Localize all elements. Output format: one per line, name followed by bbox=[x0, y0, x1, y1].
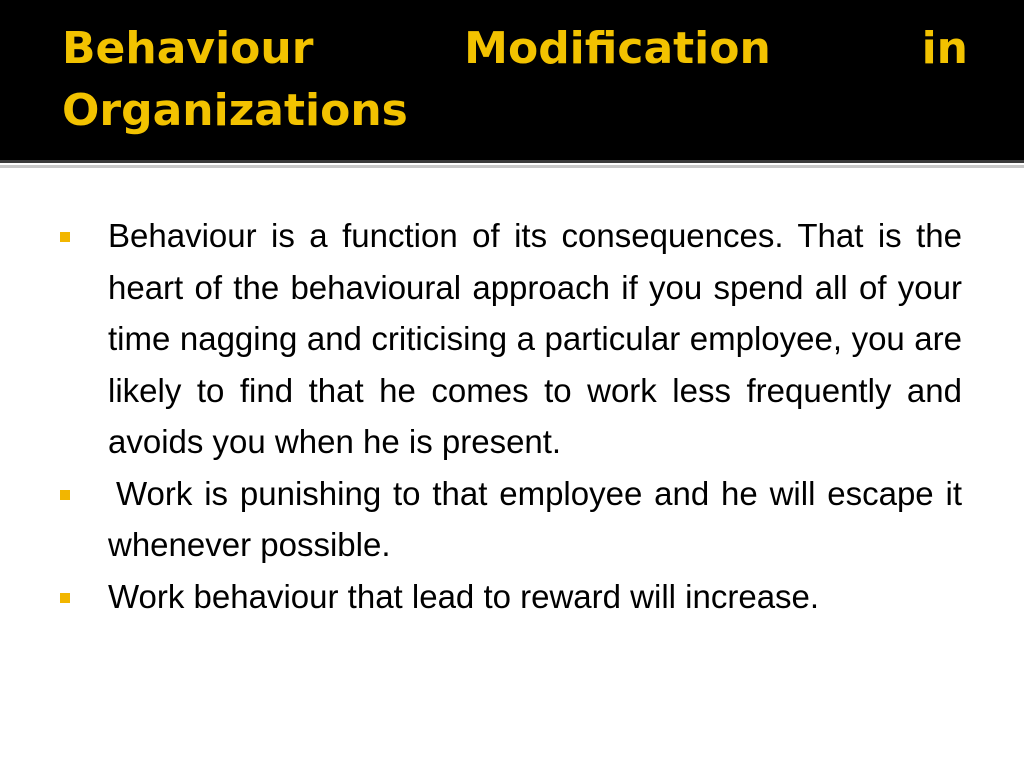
square-bullet-icon bbox=[60, 593, 70, 603]
bullet-list bbox=[60, 210, 962, 622]
title-divider-dark bbox=[0, 160, 1024, 163]
title-divider-light bbox=[0, 165, 1024, 168]
slide-title: Behaviour Modification in Organizations bbox=[62, 23, 968, 136]
bullet-item bbox=[60, 571, 962, 623]
bullet-text: Work is punishing to that employee and he will escape it whenever possible. bbox=[108, 474, 962, 563]
bullet-item bbox=[60, 210, 962, 468]
square-bullet-icon bbox=[60, 490, 70, 500]
square-bullet-icon bbox=[60, 232, 70, 242]
bullet-text: Behaviour is a function of its consequences. That is the heart of the behavioural approach if you spend all of your time nagging and criticising a particular employee, you are likely to find that he comes to work less frequently and avoids you when he is present. bbox=[108, 217, 962, 460]
title-bar bbox=[0, 0, 1024, 160]
bullet-item bbox=[60, 468, 962, 571]
bullet-text: Work behaviour that lead to reward will increase. bbox=[108, 577, 820, 615]
